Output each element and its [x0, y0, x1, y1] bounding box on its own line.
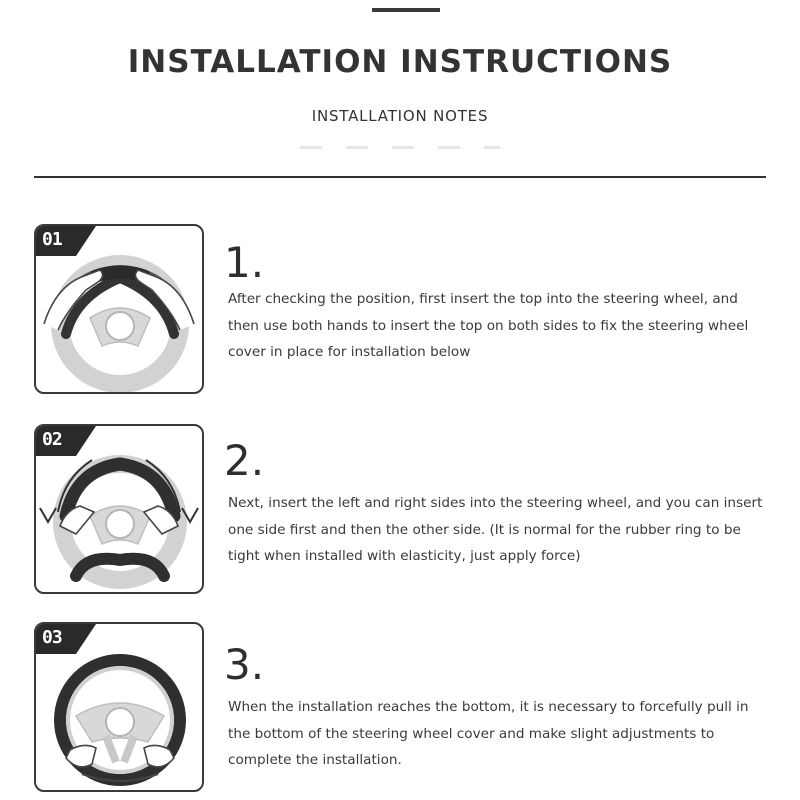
step-2-text: Next, insert the left and right sides into the steering wheel, and you can insert one side first and then the other side. (It is normal for the rubber ring to be tight when installed with elasticity, just apply force) [228, 495, 763, 564]
page-title: INSTALLATION INSTRUCTIONS [127, 44, 673, 80]
step-3-number: 3. [224, 640, 265, 689]
step-1-number: 1. [224, 238, 265, 287]
step-1-badge: 01 [42, 229, 62, 250]
step-3-text: When the installation reaches the bottom, it is necessary to forcefully pull in the bottom of the steering wheel cover and make slight adjustments to complete the installation. [228, 699, 749, 768]
step-2-number: 2. [224, 436, 265, 485]
decorative-dots [300, 146, 500, 149]
step-2-badge: 02 [42, 429, 62, 450]
page-subtitle: INSTALLATION NOTES [311, 107, 489, 125]
step-1-illustration [34, 224, 204, 394]
step-2-illustration [34, 424, 204, 594]
step-3-illustration [34, 622, 204, 792]
header-divider [34, 176, 766, 178]
step-3-badge: 03 [42, 627, 62, 648]
step-1-text: After checking the position, first insert the top into the steering wheel, and then use both hands to insert the top on both sides to fix the steering wheel cover in place for installation below [228, 291, 749, 360]
top-accent-bar [372, 8, 440, 12]
